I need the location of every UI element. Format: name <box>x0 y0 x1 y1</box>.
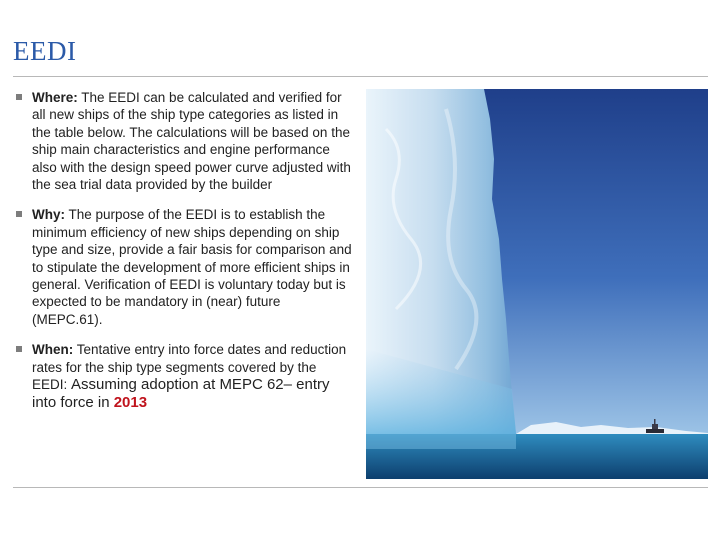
footer-divider <box>13 487 708 488</box>
square-bullet-icon <box>16 211 22 217</box>
entry-year: 2013 <box>113 393 148 411</box>
title-divider <box>13 76 708 77</box>
bullet-text: The EEDI can be calculated and verified for all new ships of the ship type categories as listed in the table below. The calculations will be based on the ship main characteristics and engine performance also with the design speed power curve adjusted with the sea trial data provided by the builder <box>32 90 351 193</box>
iceberg-photo <box>366 89 708 479</box>
bullet-text: Tentative entry into force dates and reduction rates for the ship type segments covered by the EEDI: <box>32 342 347 393</box>
square-bullet-icon <box>16 346 22 352</box>
bullet-label: Why: <box>32 207 65 223</box>
bullet-when <box>14 341 354 411</box>
bullet-where <box>14 89 354 193</box>
bullet-list <box>14 89 354 411</box>
square-bullet-icon <box>16 94 22 100</box>
slide-title: EEDI <box>13 36 77 66</box>
bullet-text: The purpose of the EEDI is to establish the minimum efficiency of new ships depending on ship type and size, provide a fair basis for comparison and to stipulate the development of more efficient ships in general. Verification of EEDI is voluntary today but is expected to be mandatory in (near) future (MEPC.61). <box>32 207 352 327</box>
bullet-why <box>14 206 354 328</box>
bullet-label: When: <box>32 342 74 358</box>
bullet-label: Where: <box>32 90 78 105</box>
bullet-emphasis: Assuming adoption at MEPC 62– entry into force in <box>32 376 330 411</box>
